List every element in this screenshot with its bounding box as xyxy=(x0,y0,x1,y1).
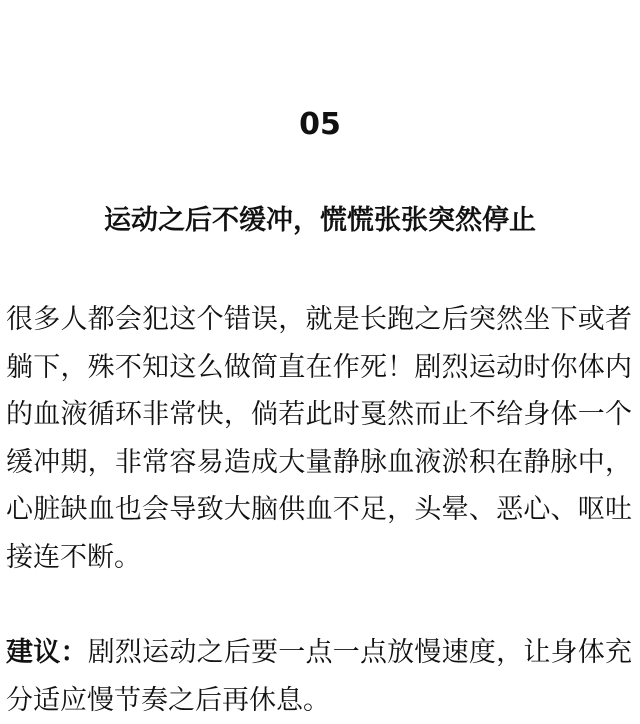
body-paragraph: 很多人都会犯这个错误，就是长跑之后突然坐下或者躺下，殊不知这么做简直在作死！剧烈运动时你体内的血液循环非常快，倘若此时戛然而止不给身体一个缓冲期，非常容易造成大量静脉血液淤积在静脉中，心脏缺血也会导致大脑供血不足，头晕、恶心、呕吐接连不断。 xyxy=(6,304,632,573)
advice-text: 剧烈运动之后要一点一点放慢速度，让身体充分适应慢节奏之后再休息。 xyxy=(6,637,633,716)
section-number: 05 xyxy=(299,107,341,142)
section-heading: 运动之后不缓冲，慌慌张张突然停止 xyxy=(104,205,536,236)
advice-label: 建议： xyxy=(6,637,88,668)
advice-paragraph xyxy=(6,629,632,724)
